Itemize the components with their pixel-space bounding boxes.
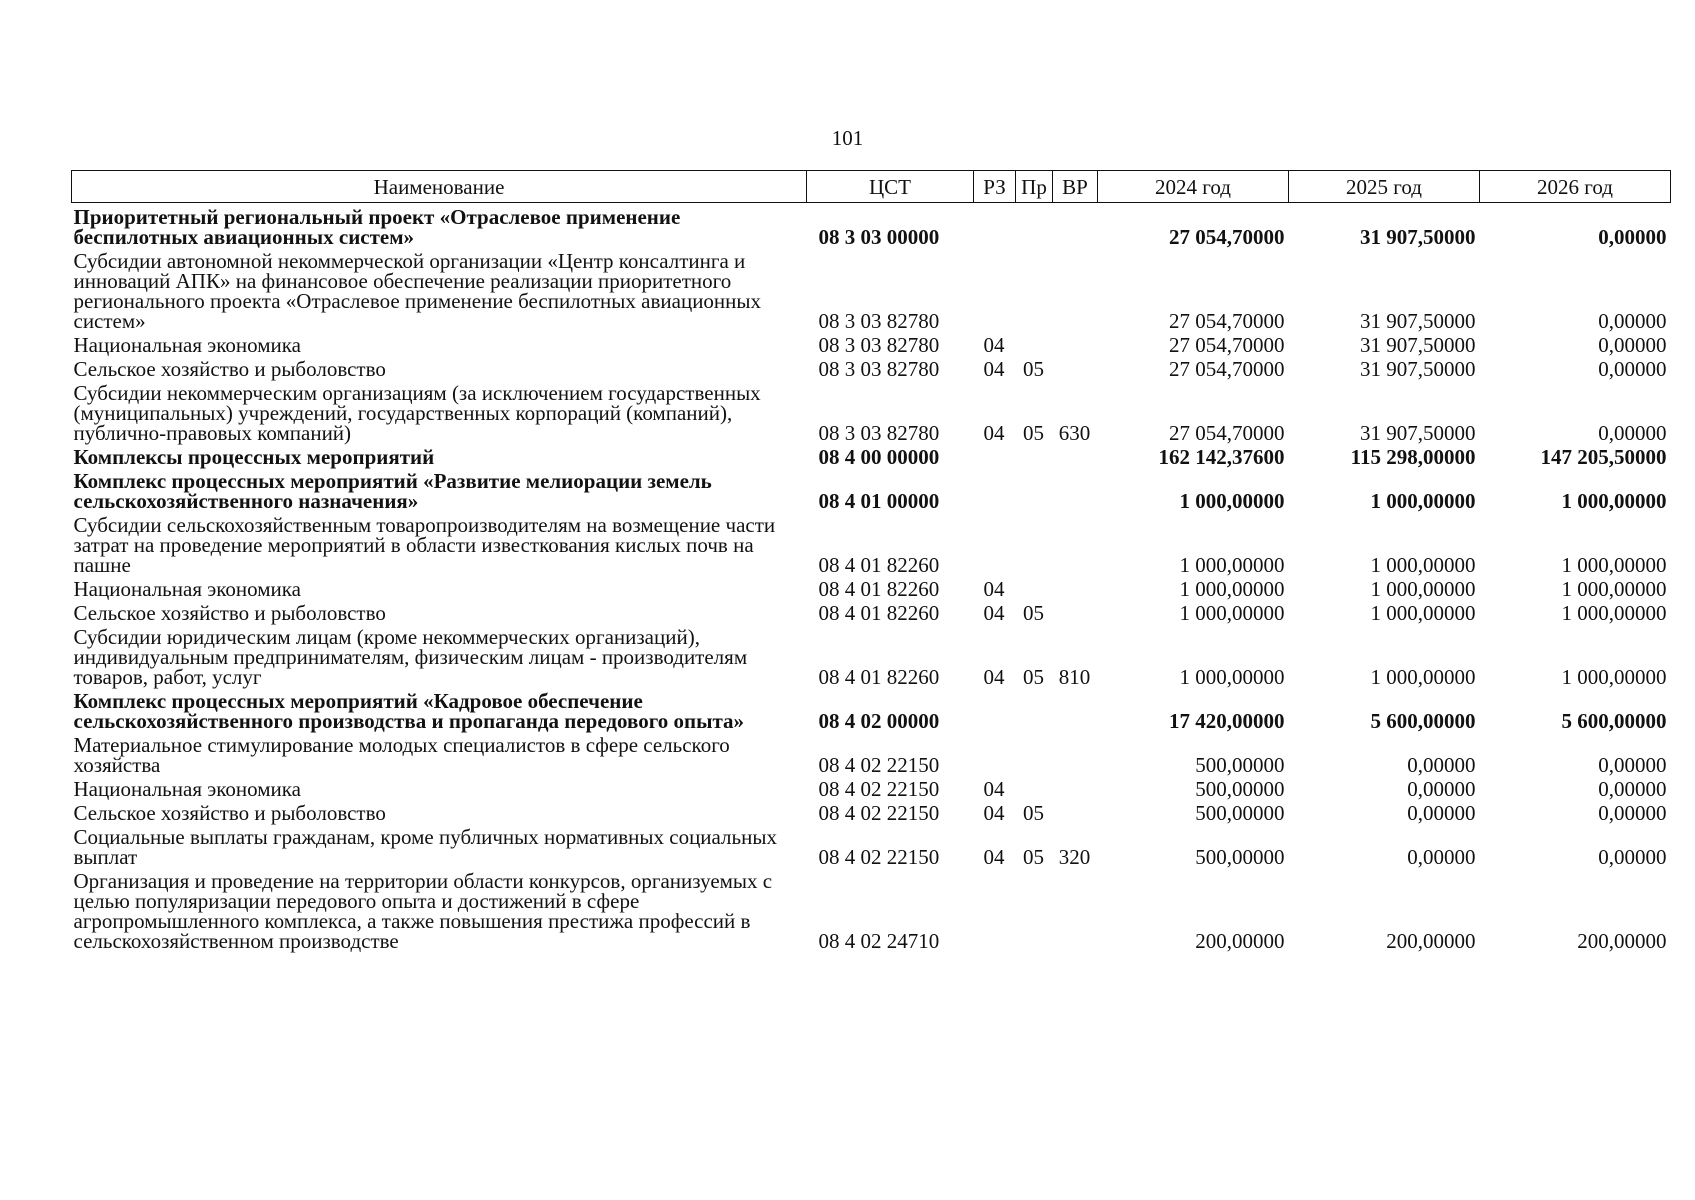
row-2025: 31 907,50000 (1360, 309, 1476, 333)
row-2024: 162 142,37600 (1158, 445, 1285, 469)
row-pr (1016, 203, 1053, 250)
row-2025: 31 907,50000 (1360, 357, 1476, 381)
header-rz: РЗ (974, 171, 1016, 203)
row-name: Комплекс процессных мероприятий «Кадровое обеспечение сельскохозяйственного производства и пропаганда передового опыта» (73, 689, 745, 733)
table-row (72, 801, 1671, 825)
row-2026: 0,00000 (1598, 421, 1667, 445)
row-cst: 08 4 02 22150 (818, 845, 940, 869)
row-cst: 08 4 02 22150 (818, 777, 940, 801)
row-cst: 08 4 01 82260 (818, 577, 940, 601)
row-cst: 08 4 02 22150 (818, 801, 940, 825)
row-2026: 0,00000 (1598, 333, 1667, 357)
row-2024: 500,00000 (1195, 801, 1285, 825)
row-vr (1053, 249, 1098, 333)
row-pr (1016, 577, 1053, 601)
row-name: Субсидии автономной некоммерческой организации «Центр консалтинга и инноваций АПК» на финансовое обеспечение реализации приоритетного регионального проекта «Отраслевое применение беспилотных авиационных систем» (73, 249, 762, 333)
table-header-row (72, 171, 1671, 203)
row-2024: 200,00000 (1195, 929, 1285, 953)
row-2025: 1 000,00000 (1370, 665, 1476, 689)
row-2024: 27 054,70000 (1169, 357, 1285, 381)
row-name: Национальная экономика (73, 777, 301, 801)
row-name: Субсидии некоммерческим организациям (за исключением государственных (муниципальных) учреждений, государственных корпораций (компаний), публично-правовых компаний) (73, 381, 761, 445)
row-2026: 200,00000 (1577, 929, 1667, 953)
row-2024: 1 000,00000 (1179, 577, 1285, 601)
row-2024: 27 054,70000 (1169, 333, 1285, 357)
row-2024: 27 054,70000 (1169, 309, 1285, 333)
row-2026: 5 600,00000 (1561, 709, 1667, 733)
row-pr (1016, 733, 1053, 777)
row-2025: 1 000,00000 (1370, 489, 1476, 513)
row-pr (1016, 869, 1053, 953)
row-name: Национальная экономика (73, 577, 301, 601)
table-row (72, 825, 1671, 869)
table-row (72, 733, 1671, 777)
row-cst: 08 4 01 82260 (818, 553, 940, 577)
row-2024: 17 420,00000 (1169, 709, 1285, 733)
table-row (72, 357, 1671, 381)
row-2025: 1 000,00000 (1370, 601, 1476, 625)
row-name: Организация и проведение на территории области конкурсов, организуемых с целью популяризации передового опыта и достижений в сфере агропромышленного комплекса, а также повышения престижа профессий в сельскохозяйственном производстве (73, 869, 773, 953)
row-vr (1053, 801, 1098, 825)
row-vr: 810 (1058, 665, 1091, 689)
row-name: Сельское хозяйство и рыболовство (73, 601, 386, 625)
row-2026: 0,00000 (1598, 777, 1667, 801)
row-rz: 04 (983, 421, 1005, 445)
row-rz: 04 (983, 357, 1005, 381)
row-cst: 08 4 02 00000 (818, 709, 940, 733)
row-name: Комплекс процессных мероприятий «Развитие мелиорации земель сельскохозяйственного назначения» (73, 469, 712, 513)
row-rz (974, 733, 1016, 777)
row-2025: 1 000,00000 (1370, 553, 1476, 577)
row-2026: 0,00000 (1598, 309, 1667, 333)
row-rz: 04 (983, 665, 1005, 689)
row-2024: 27 054,70000 (1169, 225, 1285, 249)
row-pr (1016, 469, 1053, 513)
row-cst: 08 3 03 82780 (818, 333, 940, 357)
row-2024: 500,00000 (1195, 777, 1285, 801)
header-2026: 2026 год (1480, 171, 1671, 203)
row-cst: 08 3 03 82780 (818, 309, 940, 333)
row-cst: 08 4 01 82260 (818, 601, 940, 625)
row-rz (974, 869, 1016, 953)
row-name: Субсидии юридическим лицам (кроме некоммерческих организаций), индивидуальным предпринимателям, физическим лицам - производителям товаров, работ, услуг (73, 625, 748, 689)
row-pr (1016, 513, 1053, 577)
row-2025: 1 000,00000 (1370, 577, 1476, 601)
row-vr (1053, 733, 1098, 777)
header-2024: 2024 год (1098, 171, 1289, 203)
table-row (72, 203, 1671, 250)
row-2026: 1 000,00000 (1561, 601, 1667, 625)
row-cst: 08 4 01 82260 (818, 665, 940, 689)
row-cst: 08 3 03 82780 (818, 357, 940, 381)
row-name: Социальные выплаты гражданам, кроме публичных нормативных социальных выплат (73, 825, 777, 869)
row-rz (974, 469, 1016, 513)
row-cst: 08 4 01 00000 (818, 489, 940, 513)
row-2026: 1 000,00000 (1561, 553, 1667, 577)
row-pr: 05 (1023, 665, 1044, 689)
row-pr (1016, 777, 1053, 801)
row-name: Национальная экономика (73, 333, 301, 357)
row-vr (1053, 513, 1098, 577)
row-rz: 04 (983, 601, 1005, 625)
row-rz: 04 (983, 801, 1005, 825)
row-2024: 27 054,70000 (1169, 421, 1285, 445)
row-cst: 08 4 00 00000 (818, 445, 940, 469)
row-pr: 05 (1023, 845, 1044, 869)
table-row (72, 333, 1671, 357)
row-name: Комплексы процессных мероприятий (73, 445, 435, 469)
row-cst: 08 4 02 24710 (818, 929, 940, 953)
row-cst: 08 3 03 82780 (818, 421, 940, 445)
row-vr (1053, 869, 1098, 953)
row-name: Сельское хозяйство и рыболовство (73, 357, 386, 381)
row-name: Субсидии сельскохозяйственным товаропроизводителям на возмещение части затрат на проведение мероприятий в области известкования кислых почв на пашне (73, 513, 776, 577)
table-row (72, 689, 1671, 733)
table-row (72, 469, 1671, 513)
row-2025: 31 907,50000 (1360, 225, 1476, 249)
row-2024: 500,00000 (1195, 845, 1285, 869)
row-vr (1053, 469, 1098, 513)
table-row (72, 445, 1671, 469)
row-2025: 0,00000 (1407, 801, 1476, 825)
row-2026: 0,00000 (1598, 225, 1667, 249)
table-row (72, 577, 1671, 601)
table-row (72, 381, 1671, 445)
row-vr (1053, 445, 1098, 469)
row-name: Приоритетный региональный проект «Отраслевое применение беспилотных авиационных систем» (73, 205, 681, 249)
row-rz (974, 689, 1016, 733)
page-number: 101 (831, 126, 864, 150)
row-pr (1016, 689, 1053, 733)
row-2025: 0,00000 (1407, 777, 1476, 801)
row-2024: 1 000,00000 (1179, 489, 1285, 513)
row-2026: 147 205,50000 (1540, 445, 1667, 469)
row-2024: 1 000,00000 (1179, 665, 1285, 689)
row-2026: 0,00000 (1598, 845, 1667, 869)
table-row (72, 869, 1671, 953)
row-rz: 04 (983, 577, 1005, 601)
row-2026: 0,00000 (1598, 753, 1667, 777)
row-pr (1016, 333, 1053, 357)
row-2024: 1 000,00000 (1179, 601, 1285, 625)
row-vr (1053, 203, 1098, 250)
row-rz: 04 (983, 845, 1005, 869)
row-2026: 1 000,00000 (1561, 489, 1667, 513)
row-vr: 630 (1058, 421, 1091, 445)
row-2025: 5 600,00000 (1370, 709, 1476, 733)
row-2025: 31 907,50000 (1360, 333, 1476, 357)
row-rz (974, 203, 1016, 250)
row-vr: 320 (1058, 845, 1091, 869)
row-rz: 04 (983, 777, 1005, 801)
row-pr: 05 (1023, 421, 1044, 445)
header-pr: Пр (1016, 171, 1053, 203)
row-2026: 0,00000 (1598, 357, 1667, 381)
table-row (72, 249, 1671, 333)
row-rz: 04 (983, 333, 1005, 357)
row-2024: 1 000,00000 (1179, 553, 1285, 577)
row-pr: 05 (1023, 357, 1044, 381)
row-vr (1053, 689, 1098, 733)
table-row (72, 777, 1671, 801)
row-2026: 0,00000 (1598, 801, 1667, 825)
row-rz (974, 445, 1016, 469)
table-row (72, 625, 1671, 689)
row-2025: 200,00000 (1386, 929, 1476, 953)
row-rz (974, 513, 1016, 577)
row-2026: 1 000,00000 (1561, 577, 1667, 601)
table-row (72, 513, 1671, 577)
row-name: Сельское хозяйство и рыболовство (73, 801, 386, 825)
header-2025: 2025 год (1289, 171, 1480, 203)
row-cst: 08 3 03 00000 (818, 225, 940, 249)
row-cst: 08 4 02 22150 (818, 753, 940, 777)
row-2026: 1 000,00000 (1561, 665, 1667, 689)
header-vr: ВР (1053, 171, 1098, 203)
row-pr: 05 (1023, 801, 1044, 825)
row-pr (1016, 445, 1053, 469)
row-vr (1053, 777, 1098, 801)
row-rz (974, 249, 1016, 333)
row-vr (1053, 601, 1098, 625)
row-2025: 115 298,00000 (1350, 445, 1476, 469)
row-name: Материальное стимулирование молодых специалистов в сфере сельского хозяйства (73, 733, 730, 777)
row-2025: 0,00000 (1407, 845, 1476, 869)
table-row (72, 601, 1671, 625)
row-2025: 0,00000 (1407, 753, 1476, 777)
row-vr (1053, 357, 1098, 381)
row-pr: 05 (1023, 601, 1044, 625)
row-2024: 500,00000 (1195, 753, 1285, 777)
row-vr (1053, 577, 1098, 601)
budget-table (71, 170, 1671, 953)
header-name: Наименование (72, 171, 807, 203)
row-vr (1053, 333, 1098, 357)
row-2025: 31 907,50000 (1360, 421, 1476, 445)
row-pr (1016, 249, 1053, 333)
header-cst: ЦСТ (807, 171, 974, 203)
